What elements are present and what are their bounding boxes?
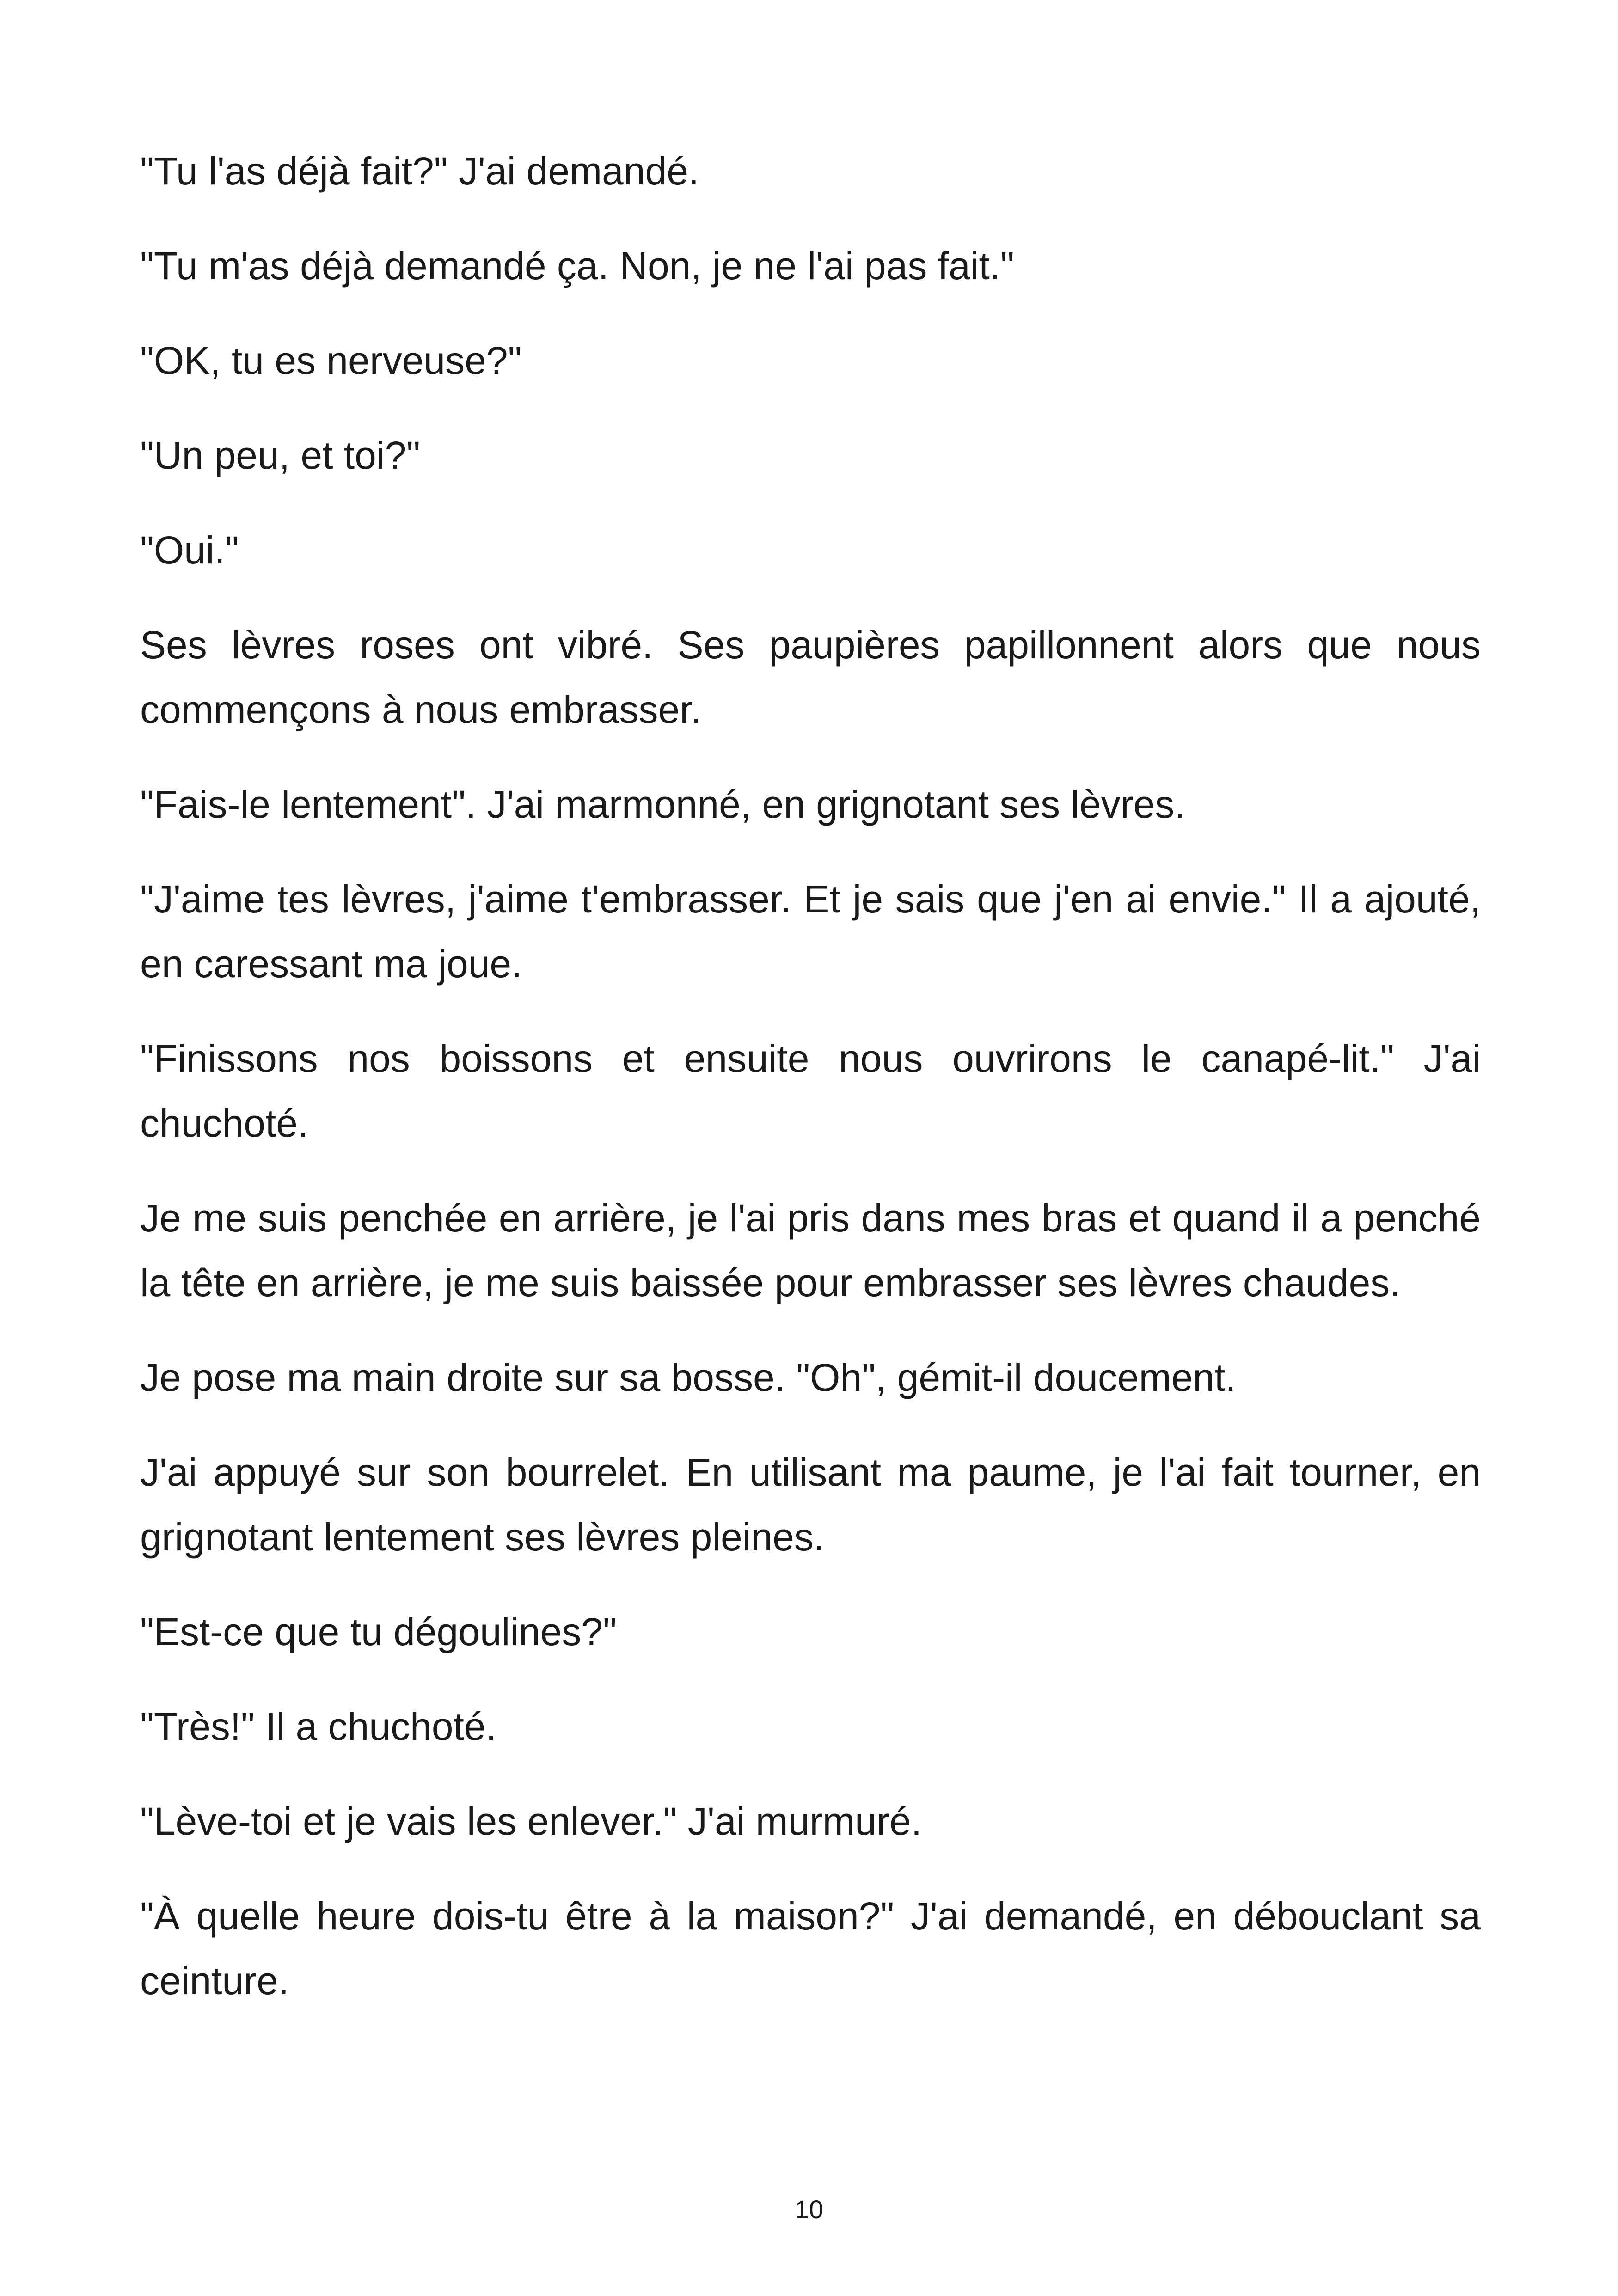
paragraph-11: Je pose ma main droite sur sa bosse. "Oh", gémit-il doucement. bbox=[140, 1356, 1236, 1399]
paragraph-5: "Oui." bbox=[140, 528, 239, 572]
paragraph-1: "Tu l'as déjà fait?" J'ai demandé. bbox=[140, 149, 699, 193]
paragraph-2: "Tu m'as déjà demandé ça. Non, je ne l'ai pas fait." bbox=[140, 244, 1014, 288]
paragraph-15: "Lève-toi et je vais les enlever." J'ai murmuré. bbox=[140, 1800, 922, 1843]
paragraph-3: "OK, tu es nerveuse?" bbox=[140, 339, 522, 382]
paragraph-13: "Est-ce que tu dégoulines?" bbox=[140, 1610, 617, 1653]
page-body bbox=[140, 139, 1481, 2043]
paragraph-14: "Très!" Il a chuchoté. bbox=[140, 1705, 496, 1748]
paragraph-9: "Finissons nos boissons et ensuite nous ouvrirons le canapé-lit." J'ai chuchoté. bbox=[140, 1037, 1481, 1145]
paragraph-16: "À quelle heure dois-tu être à la maison?" J'ai demandé, en débouclant sa ceinture. bbox=[140, 1894, 1481, 2002]
page-number: 10 bbox=[794, 2195, 824, 2224]
paragraph-10: Je me suis penchée en arrière, je l'ai pris dans mes bras et quand il a penché la tête en arrière, je me suis baissée pour embrasser ses lèvres chaudes. bbox=[140, 1196, 1481, 1304]
paragraph-6: Ses lèvres roses ont vibré. Ses paupières papillonnent alors que nous commençons à nous embrasser. bbox=[140, 623, 1481, 731]
paragraph-4: "Un peu, et toi?" bbox=[140, 434, 421, 477]
paragraph-12: J'ai appuyé sur son bourrelet. En utilisant ma paume, je l'ai fait tourner, en grignotant lentement ses lèvres pleines. bbox=[140, 1451, 1481, 1559]
paragraph-7: "Fais-le lentement". J'ai marmonné, en grignotant ses lèvres. bbox=[140, 783, 1185, 826]
paragraph-8: "J'aime tes lèvres, j'aime t'embrasser. Et je sais que j'en ai envie." Il a ajouté, en caressant ma joue. bbox=[140, 877, 1481, 986]
